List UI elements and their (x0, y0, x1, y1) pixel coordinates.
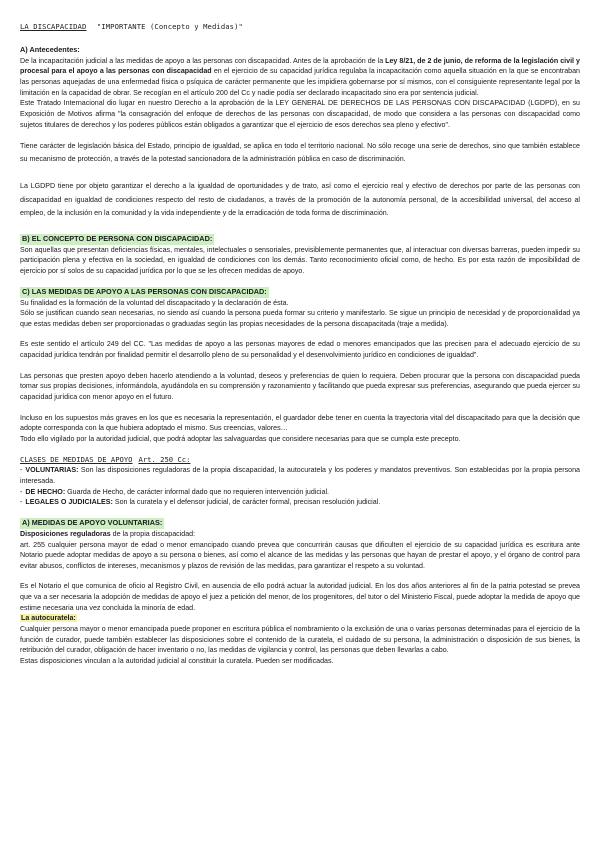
list-dash: - (20, 466, 23, 475)
item-label: VOLUNTARIAS: (25, 466, 79, 475)
list-dash: - (20, 498, 23, 507)
heading-medidas-voluntarias: A) MEDIDAS DE APOYO VOLUNTARIAS: (22, 517, 163, 527)
list-item-de-hecho (20, 487, 580, 498)
item-text: Son las disposiciones reguladoras de la propia discapacidad, la autocuratela y los poderes y mandatos preventivos. Son establecidas por la propia persona interesada. (20, 466, 580, 486)
title-sub: "IMPORTANTE (Concepto y Medidas)" (96, 22, 243, 31)
paragraph-antecedentes-4: La LGDPD tiene por objeto garantizar el derecho a la igualdad de oportunidades y de trato, así como el ejercicio real y efectivo de derechos por parte de las personas con discapacidad en igualdad de condiciones respecto del resto de ciudadanos, a través de la promoción de la autonomía personal, de la accesibilidad universal, del acceso al empleo, de la inclusión en la comunidad y la vida independiente y de la erradicación de toda forma de discriminación. (20, 182, 580, 217)
section-antecedentes (20, 45, 580, 220)
paragraph-antecedentes-2: Este Tratado Internacional dio lugar en nuestro Derecho a la aprobación de la LEY GENERAL DE DERECHOS DE LAS PERSONAS CON DISCAPACIDAD (LGDPD), en su Exposición de Motivos afirma "la consagración del enfoque de derechos de las personas con discapacidad, de modo que considera a las personas con discapacidad como sujetos titulares de derechos y los poderes públicos están obligados a garantizar que el ejercicio de esos derechos sea pleno y efectivo". (20, 99, 580, 129)
list-item-legales (20, 497, 580, 508)
paragraph-concepto-1: Son aquellas que presentan deficiencias físicas, mentales, intelectuales o sensoriales, previsiblemente permanentes que, al interactuar con diversas barreras, pueden impedir su participación plena y efectiva en la sociedad, en igualdad de condiciones con los demás. Tanto reconocimiento oficial como, de hecho. Es por esta razón de imposibilidad de ejercicio por sí solos de su capacidad jurídica por lo que se les ofrecen medidas de apoyo. (20, 245, 580, 275)
heading-antecedentes: A) Antecedentes: (20, 44, 80, 54)
paragraph-medidas-4: Las personas que presten apoyo deben hacerlo atendiendo a la voluntad, deseos y preferencias de quien lo requiera. Deben procurar que la persona con discapacidad pueda tomar sus propias decisiones, informándola, ayudándola en su comprensión y razonamiento y facilitando que pueda expresar sus preferencias, asegurando que pueda ejercer su capacidad jurídica con menor apoyo en el futuro. (20, 371, 580, 402)
law-reference: Ley 8/21, de 2 de junio, de reforma de la legislación civil y procesal para el apoyo a las personas con discapacidad (20, 56, 580, 76)
subheading-label: La autocuratela: (21, 614, 76, 623)
item-label: LEGALES O JUDICIALES: (25, 498, 113, 507)
item-text: Son la curatela y el defensor judicial, de carácter formal, precisan resolución judicial. (112, 498, 381, 507)
list-item-voluntarias (20, 465, 580, 486)
paragraph-medidas-2: Sólo se justifican cuando sean necesarias, no siendo así cuando la persona pueda formar su criterio y manifestarlo. Se sigue un principio de necesidad y de proporcionalidad ya que estas medidas deben ser proporcionadas o graduadas según las propias necesidades de la persona discapacitada (traje a medida). (20, 309, 580, 328)
heading-concepto: B) EL CONCEPTO DE PERSONA CON DISCAPACIDAD: (22, 233, 213, 243)
subheading-disposiciones (20, 529, 580, 540)
section-medidas (20, 287, 580, 445)
paragraph-medidas-3: Es este sentido el artículo 249 del CC. "Las medidas de apoyo a las personas mayores de edad o menores emancipados que las precisen para el adecuado ejercicio de su capacidad jurídica tendrán por finalidad permitir el desarrollo pleno de su personalidad y el desenvolvimiento jurídico en condiciones de igualdad". (20, 340, 580, 360)
paragraph-medidas-5: Incluso en los supuestos más graves en los que es necesaria la representación, el guardador debe tener en cuenta la trayectoria vital del discapacitado para que la decisión que adopte corresponda con la que hubiera adoptado el mismo. Sus creencias, valores… (20, 413, 580, 433)
section-clases (20, 455, 580, 508)
item-text: Guarda de Hecho, de carácter informal dado que no requieren intervención judicial. (65, 487, 329, 496)
heading-medidas: C) LAS MEDIDAS DE APOYO A LAS PERSONAS CON DISCAPACIDAD: (22, 286, 267, 296)
paragraph-medidas-6: Todo ello vigilado por la autoridad judicial, que podrá adoptar las salvaguardas que considere necesarias para que se cumpla este precepto. (20, 434, 461, 443)
paragraph-voluntarias-1: art. 255 cualquier persona mayor de edad o menor emancipado cuando prevea que concurrirán causas que dificulten el ejercicio de su capacidad jurídica es escritura ante Notario puede adoptar medidas de apoyo a su persona o bienes, así como el alcance de las medidas y las personas que hayan de prestar el apoyo, y el órgano de control para evitar abusos, conflictos de intereses, mecanismos y plazos de revisión de las medidas, para garantizar el respeto a su voluntad. (20, 540, 580, 570)
section-medidas-voluntarias (20, 518, 580, 667)
text-run: en el ejercicio de su capacidad jurídica regulaba la incapacitación como aquella situación en la que se encontraban las personas aquejadas de una enfermedad física o psíquica de carácter permanente que les impidiera gobernarse por sí mismos, con el consiguiente representante legal por la limitación en la capacidad de obrar. Se recogían en el artículo 200 del Cc y nadie podía ser declarado incapacitado sino era por sentencia judicial. (20, 67, 580, 97)
section-concepto (20, 234, 580, 277)
clases-article: Art. 250 Cc: (138, 454, 191, 464)
subheading-rest: de la propia discapacidad: (110, 529, 196, 538)
heading-clases (20, 455, 580, 466)
paragraph-antecedentes-1 (20, 56, 580, 99)
paragraph-medidas-1: Su finalidad es la formación de la voluntad del discapacitado y la declaración de ésta. (20, 298, 289, 307)
title-main: LA DISCAPACIDAD (20, 22, 87, 31)
paragraph-voluntarias-4: Estas disposiciones vinculan a la autoridad judicial al constituir la curatela. Pueden ser modificadas. (20, 656, 334, 665)
paragraph-antecedentes-3: Tiene carácter de legislación básica del Estado, principio de igualdad, se aplica en todo el territorio nacional. No sólo recoge una serie de derechos, sino que también establece su mecanismo de protección, a través de la potestad sancionadora de la administración pública en caso de discriminación. (20, 142, 580, 164)
paragraph-voluntarias-2: Es el Notario el que comunica de oficio al Registro Civil, en ausencia de ello podrá actuar la autoridad judicial. En los dos años anteriores al fin de la patria potestad se prevea que va a ser necesaria la adopción de medidas de apoyo el juez a petición del menor, de los progenitores, del tutor o del Ministerio Fiscal, puede adoptar la medida de apoyo que estime necesaria una vez concluida la minoría de edad. (20, 582, 580, 612)
item-label: DE HECHO: (25, 487, 66, 496)
list-dash: - (20, 487, 23, 496)
document-title (20, 22, 580, 33)
paragraph-voluntarias-3: Cualquier persona mayor o menor emancipada puede proponer en escritura pública el nombramiento o la exclusión de una o varias personas determinadas para el ejercicio de la función de curador, puede también establecer las disposiciones sobre el contenido de la curatela, el cuidado de su persona, la administración o disposición de sus bienes, la retribución del curador, obligación de hacer inventario o no, las medidas de vigilancia y control, las personas que deben llevarlas a cabo. (20, 625, 580, 655)
text-run: De la incapacitación judicial a las medidas de apoyo a las personas con discapacidad. Antes de la aprobación de la (20, 56, 386, 65)
subheading-autocuratela (20, 613, 580, 624)
clases-title: CLASES DE MEDIDAS DE APOYO (20, 454, 133, 464)
subheading-label: Disposiciones reguladoras (20, 529, 111, 538)
